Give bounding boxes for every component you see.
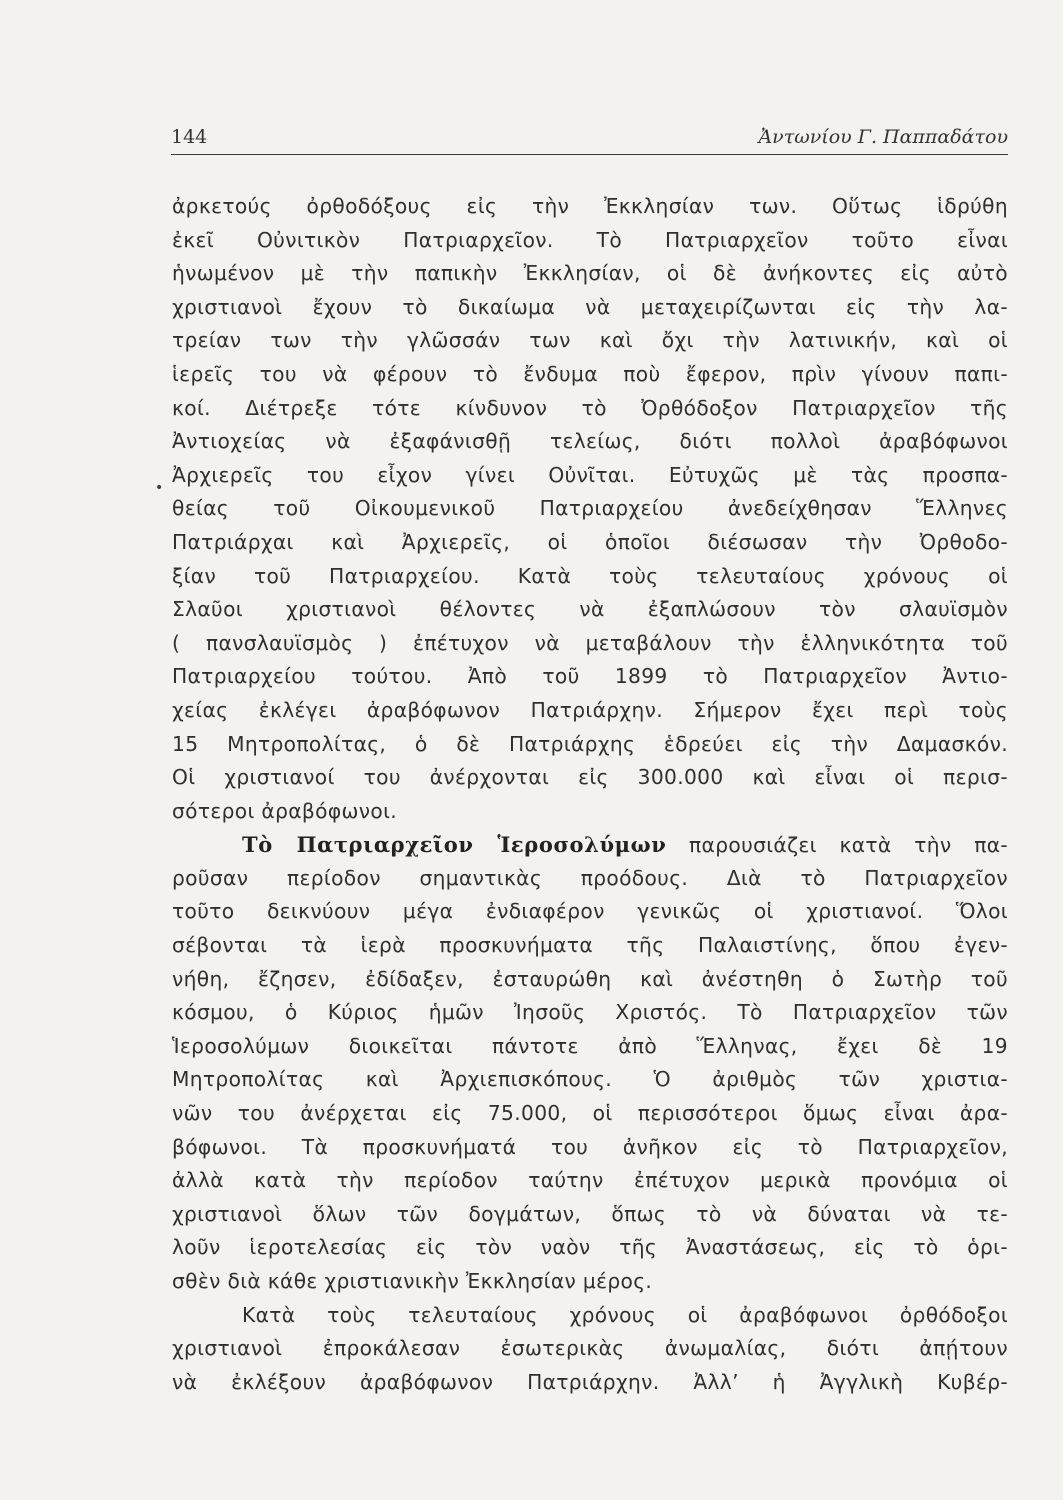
text-line: Πατριαρχείου τούτου. Ἀπὸ τοῦ 1899 τὸ Πατριαρχεῖον Ἀντιο- <box>172 664 1008 689</box>
text-line: χριστιανοὶ ἐπροκάλεσαν ἐσωτερικὰς ἀνωμαλίας, διότι ἀπῄτουν <box>172 1336 1008 1361</box>
page-number: 144 <box>171 126 208 148</box>
text-line: κόσμου, ὁ Κύριος ἡμῶν Ἰησοῦς Χριστός. Τὸ Πατριαρχεῖον τῶν <box>172 1000 1008 1025</box>
text-line: 15 Μητροπολίτας, ὁ δὲ Πατριάρχης ἑδρεύει εἰς τὴν Δαμασκόν. <box>172 731 1008 756</box>
text-line: Πατριάρχαι καὶ Ἀρχιερεῖς, οἱ ὁποῖοι διέσωσαν τὴν Ὀρθοδο- <box>172 529 1008 554</box>
text-line: ἀλλὰ κατὰ τὴν περίοδον ταύτην ἐπέτυχον μερικὰ προνόμια οἱ <box>172 1168 1008 1193</box>
text-line: ( πανσλαυϊσμὸς ) ἐπέτυχον νὰ μεταβάλουν τὴν ἑλληνικότητα τοῦ <box>172 630 1008 655</box>
text-line: βόφωνοι. Τὰ προσκυνήματά του ἀνῆκον εἰς τὸ Πατριαρχεῖον, <box>172 1134 1008 1159</box>
section-heading: Τὸ Πατριαρχεῖον Ἱεροσολύμων <box>242 832 667 858</box>
text-line: λοῦν ἱεροτελεσίας εἰς τὸν ναὸν τῆς Ἀναστάσεως, εἰς τὸ ὁρι- <box>172 1235 1008 1260</box>
running-head <box>171 124 1008 155</box>
text-line: Ἀρχιερεῖς του εἶχον γίνει Οὐνῖται. Εὐτυχῶς μὲ τὰς προσπα- <box>172 462 1008 487</box>
body-text <box>172 190 1008 1399</box>
text-line: Μητροπολίτας καὶ Ἀρχιεπισκόπους. Ὁ ἀριθμὸς τῶν χριστια- <box>172 1067 1008 1092</box>
text-line: Οἱ χριστιανοί του ἀνέρχονται εἰς 300.000 καὶ εἶναι οἱ περισ- <box>172 765 1008 790</box>
text-line: θείας τοῦ Οἰκουμενικοῦ Πατριαρχείου ἀνεδείχθησαν Ἕλληνες <box>172 496 1008 521</box>
text-line: ἱερεῖς του νὰ φέρουν τὸ ἔνδυμα ποὺ ἔφερον, πρὶν γίνουν παπι- <box>172 361 1008 386</box>
margin-blot-mark: • <box>155 480 164 496</box>
text-line: Ἀντιοχείας νὰ ἐξαφάνισθῇ τελείως, διότι πολλοὶ ἀραβόφωνοι <box>172 429 1008 454</box>
text-line: χείας ἐκλέγει ἀραβόφωνον Πατριάρχην. Σήμερον ἔχει περὶ τοὺς <box>172 697 1008 722</box>
running-head-author: Ἀντωνίου Γ. Παππαδάτου <box>758 126 1008 148</box>
text-line: τρείαν των τὴν γλῶσσάν των καὶ ὄχι τὴν λατινικήν, καὶ οἱ <box>172 328 1008 353</box>
text-line: νὰ ἐκλέξουν ἀραβόφωνον Πατριάρχην. Ἀλλ’ ἡ Ἀγγλικὴ Κυβέρ- <box>172 1369 1008 1394</box>
text-line: σότεροι ἀραβόφωνοι. <box>172 798 398 823</box>
text-fragment: παρουσιάζει κατὰ τὴν πα- <box>689 833 1008 858</box>
text-line: ροῦσαν περίοδον σημαντικὰς προόδους. Διὰ τὸ Πατριαρχεῖον <box>172 865 1008 890</box>
text-line: ξίαν τοῦ Πατριαρχείου. Κατὰ τοὺς τελευταίους χρόνους οἱ <box>172 563 1008 588</box>
text-line: Ἱεροσολύμων διοικεῖται πάντοτε ἀπὸ Ἕλληνας, ἔχει δὲ 19 <box>172 1033 1008 1058</box>
text-line: ἀρκετούς ὀρθοδόξους εἰς τὴν Ἐκκλησίαν των. Οὕτως ἱδρύθη <box>172 194 1008 218</box>
text-line: χριστιανοὶ ὅλων τῶν δογμάτων, ὅπως τὸ νὰ δύναται νὰ τε- <box>172 1201 1008 1226</box>
text-line: χριστιανοὶ ἔχουν τὸ δικαίωμα νὰ μεταχειρίζωνται εἰς τὴν λα- <box>172 294 1008 319</box>
text-line-with-heading <box>172 828 1008 862</box>
text-line: νήθη, ἔζησεν, ἐδίδαξεν, ἐσταυρώθη καὶ ἀνέστηθη ὁ Σωτὴρ τοῦ <box>172 966 1008 991</box>
text-line: ἐκεῖ Οὐνιτικὸν Πατριαρχεῖον. Τὸ Πατριαρχεῖον τοῦτο εἶναι <box>172 227 1008 252</box>
text-line: ἡνωμένον μὲ τὴν παπικὴν Ἐκκλησίαν, οἱ δὲ ἀνήκοντες εἰς αὐτὸ <box>172 261 1008 286</box>
text-line: σθὲν διὰ κάθε χριστιανικὴν Ἐκκλησίαν μέρος. <box>172 1269 653 1293</box>
text-line: τοῦτο δεικνύουν μέγα ἐνδιαφέρον γενικῶς οἱ χριστιανοί. Ὅλοι <box>172 899 1008 924</box>
text-line: Σλαῦοι χριστιανοὶ θέλοντες νὰ ἐξαπλώσουν τὸν σλαυϊσμὸν <box>172 597 1008 622</box>
text-line: κοί. Διέτρεξε τότε κίνδυνον τὸ Ὀρθόδοξον Πατριαρχεῖον τῆς <box>172 395 1008 420</box>
text-line: Κατὰ τοὺς τελευταίους χρόνους οἱ ἀραβόφωνοι ὀρθόδοξοι <box>242 1302 1008 1327</box>
text-line: σέβονται τὰ ἱερὰ προσκυνήματα τῆς Παλαιστίνης, ὅπου ἐγεν- <box>172 933 1008 958</box>
text-line: νῶν του ἀνέρχεται εἰς 75.000, οἱ περισσότεροι ὅμως εἶναι ἀρα- <box>172 1101 1008 1126</box>
